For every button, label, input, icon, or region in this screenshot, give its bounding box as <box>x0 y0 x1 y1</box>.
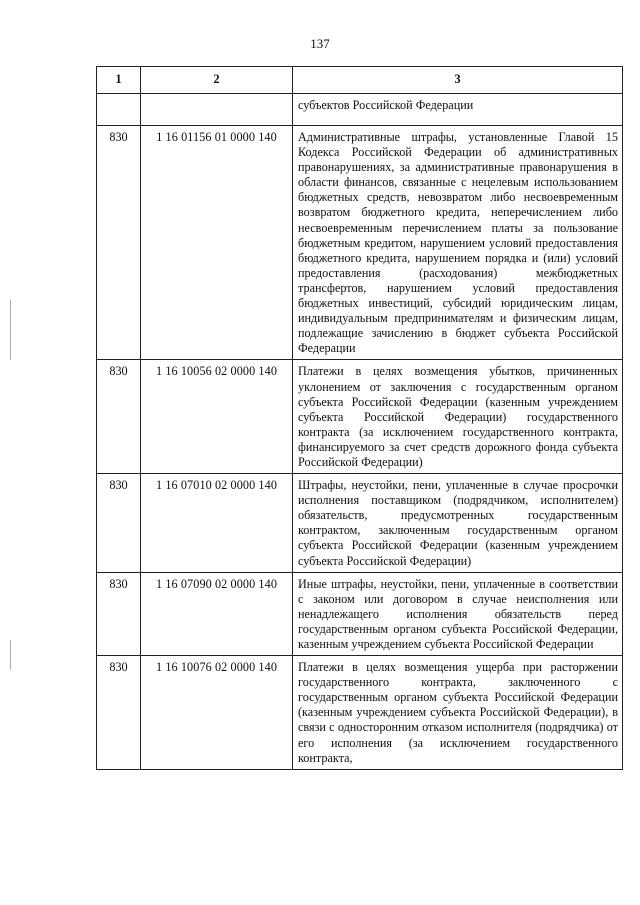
admin-code-cell: 830 <box>97 360 141 474</box>
budget-classification-code-cell <box>141 94 293 126</box>
scan-margin-mark <box>10 640 11 670</box>
budget-classification-code-cell: 1 16 10076 02 0000 140 <box>141 656 293 770</box>
budget-classification-code-cell: 1 16 01156 01 0000 140 <box>141 126 293 360</box>
table-row <box>97 94 623 126</box>
budget-classification-code-cell: 1 16 07090 02 0000 140 <box>141 572 293 655</box>
admin-code-cell: 830 <box>97 572 141 655</box>
admin-code-cell: 830 <box>97 474 141 573</box>
revenue-description-cell: субъектов Российской Федерации <box>293 94 623 126</box>
column-header: 2 <box>141 67 293 94</box>
revenue-description-cell: Платежи в целях возмещения ущерба при расторжении государственного контракта, заключенного с государственным органом субъекта Российской Федерации (казенным учреждением субъекта Российской Федерации), в связи с односторонним отказом исполнителя (подрядчика) от его исполнения (за исключением государственного контракта, <box>293 656 623 770</box>
page-number: 137 <box>310 36 330 51</box>
budget-classification-code-cell: 1 16 07010 02 0000 140 <box>141 474 293 573</box>
admin-code-cell: 830 <box>97 126 141 360</box>
budget-classification-code-cell: 1 16 10056 02 0000 140 <box>141 360 293 474</box>
admin-code-cell: 830 <box>97 656 141 770</box>
revenue-description-cell: Иные штрафы, неустойки, пени, уплаченные в соответствии с законом или договором в случае неисполнения или ненадлежащего исполнения обязательств перед государственным органом субъекта Российской Федерации, казенным учреждением субъекта Российской Федерации <box>293 572 623 655</box>
table-row <box>97 474 623 573</box>
scan-margin-mark <box>10 300 11 360</box>
revenue-description-cell: Штрафы, неустойки, пени, уплаченные в случае просрочки исполнения поставщиком (подрядчиком, исполнителем) обязательств, предусмотренных государственным контрактом, заключенным государственным органом субъекта Российской Федерации (казенным учреждением субъекта Российской Федерации) <box>293 474 623 573</box>
column-header: 1 <box>97 67 141 94</box>
revenue-description-cell: Административные штрафы, установленные Главой 15 Кодекса Российской Федерации об административных правонарушениях, за административные правонарушения в области финансов, связанные с нецелевым использованием бюджетных средств, невозвратом либо несвоевременным возвратом бюджетного кредита, неперечислением либо несвоевременным перечислением платы за пользование бюджетным кредитом, нарушением условий предоставления бюджетного кредита, нарушением порядка и (или) условий предоставления (расходования) межбюджетных трансфертов, нарушением условий предоставления бюджетных инвестиций, субсидий юридическим лицам, индивидуальным предпринимателям и физическим лицам, подлежащие зачислению в бюджет субъекта Российской Федерации <box>293 126 623 360</box>
table-row <box>97 126 623 360</box>
admin-code-cell <box>97 94 141 126</box>
revenue-description-cell: Платежи в целях возмещения убытков, причиненных уклонением от заключения с государственным органом субъекта Российской Федерации (казенным учреждением субъекта Российской Федерации) государственного контракта (за исключением государственного контракта, финансируемого за счет средств дорожного фонда субъекта Российской Федерации) <box>293 360 623 474</box>
column-header: 3 <box>293 67 623 94</box>
table-row <box>97 656 623 770</box>
table-row <box>97 360 623 474</box>
table-row <box>97 572 623 655</box>
table-header-row <box>97 67 623 94</box>
budget-codes-table <box>96 66 623 770</box>
